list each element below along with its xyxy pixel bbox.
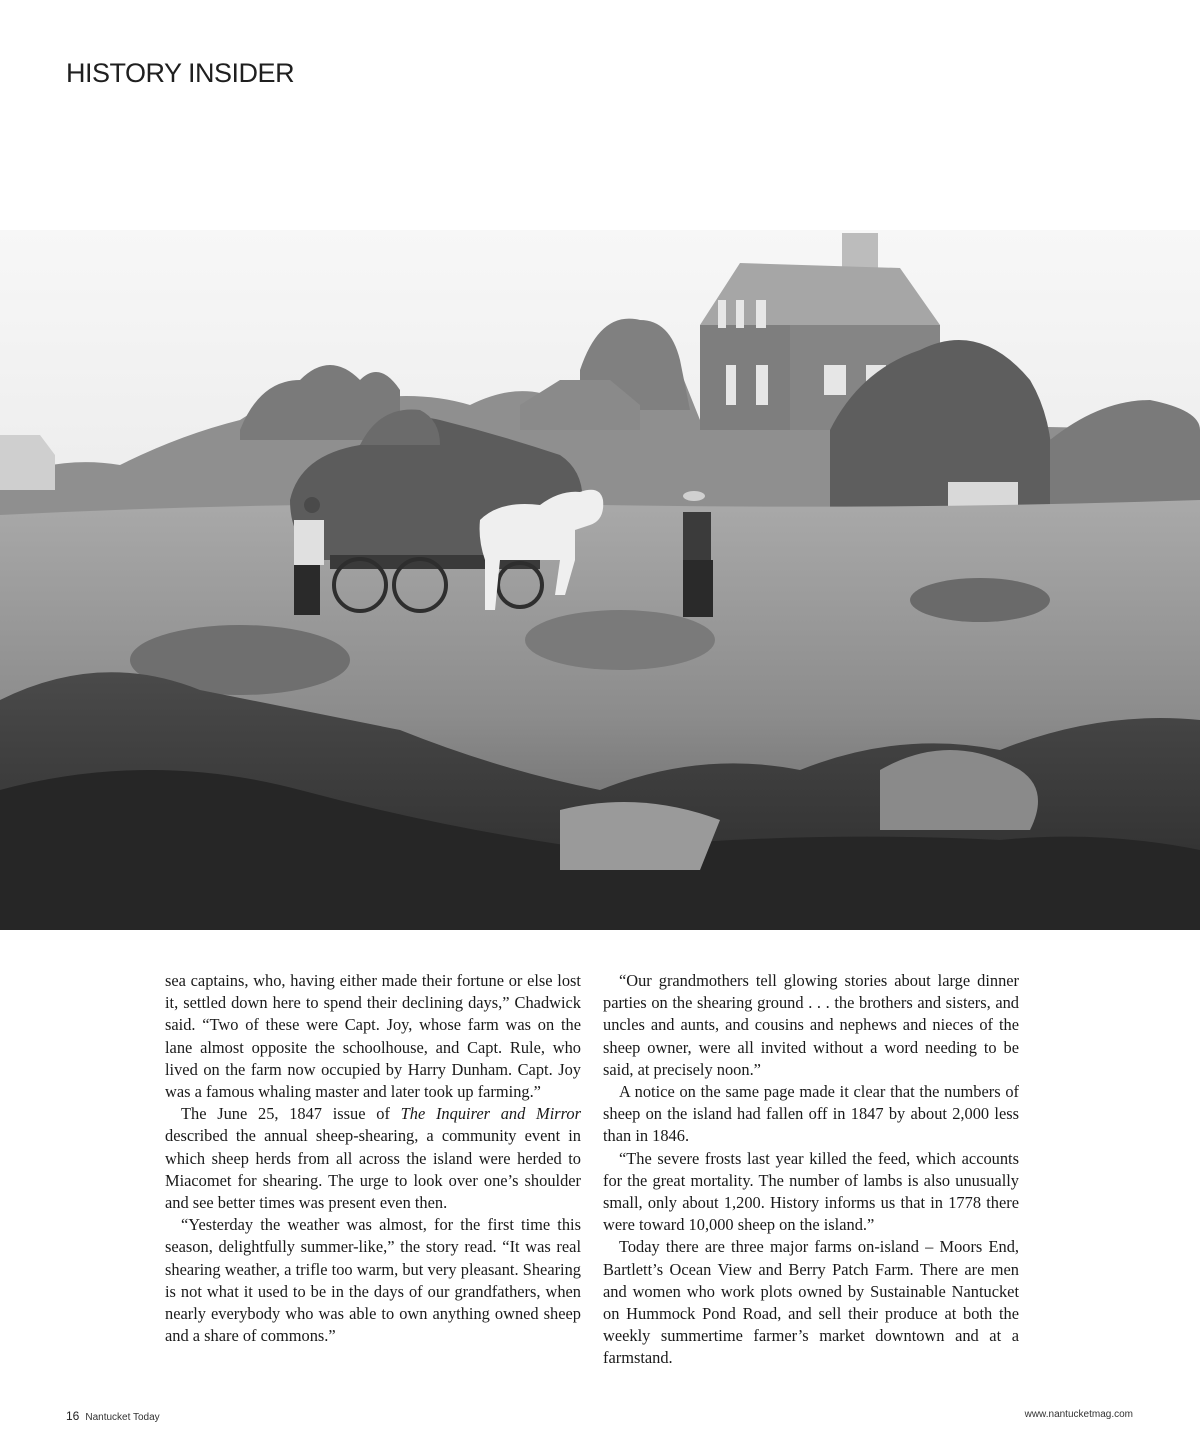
article-paragraph: sea captains, who, having either made their fortune or else lost it, settled down here to spend their declining days,” Chadwick said. “Two of these were Capt. Joy, whose farm was on the lane almost opposite the schoolhouse, and Capt. Rule, who lived on the farm now occupied by Harry Dunham. Capt. Joy was a famous whaling master and later took up farming.” (165, 971, 581, 1102)
paragraph-text: The June 25, 1847 issue of (181, 1104, 401, 1124)
page-footer-left (66, 1409, 160, 1423)
historic-farm-photo (0, 230, 1200, 930)
publication-title: The Inquirer and Mirror (400, 1104, 581, 1124)
article-paragraph: “Yesterday the weather was almost, for the first time this season, delightfully summer-like,” the story read. “It was real shearing weather, a trifle too warm, but very pleasant. Shearing is not what it used to be in the days of our grandfathers, when nearly everybody who was able to own anything owned sheep and a share of commons.” (165, 1215, 581, 1346)
page-number: 16 (66, 1409, 80, 1423)
paragraph-text: described the annual sheep-shearing, a community event in which sheep herds from all across the island were herded to Miacomet for shearing. The urge to look over one’s shoulder and see better times was present even then. (165, 1126, 581, 1213)
article-paragraph: “The severe frosts last year killed the feed, which accounts for the great mortality. The number of lambs is also unusually small, only about 1,200. History informs us that in 1778 there were toward 10,000 sheep on the island.” (603, 1148, 1019, 1235)
article-column-right (603, 970, 1019, 1370)
article-column-left (165, 970, 581, 1347)
article-paragraph: Today there are three major farms on-island – Moors End, Bartlett’s Ocean View and Berry Patch Farm. There are men and women who work plots owned by Sustainable Nantucket on Hummock Pond Road, and sell their produce at both the weekly summertime farmer’s market downtown and at a farmstand. (603, 1237, 1019, 1368)
article-paragraph: A notice on the same page made it clear that the numbers of sheep on the island had fallen off in 1847 by about 2,000 less than in 1846. (603, 1082, 1019, 1146)
hay-wagon-farm-scene (0, 230, 1200, 930)
article-paragraph (165, 1103, 581, 1214)
article-paragraph: “Our grandmothers tell glowing stories about large dinner parties on the shearing ground . . . the brothers and sisters, and uncles and aunts, and cousins and nephews and nieces of the sheep owner, were all invited without a word needing to be said, at precisely noon.” (603, 971, 1019, 1079)
section-label: HISTORY INSIDER (66, 58, 295, 88)
website-url: www.nantucketmag.com (1024, 1409, 1133, 1420)
publication-name: Nantucket Today (85, 1412, 160, 1423)
